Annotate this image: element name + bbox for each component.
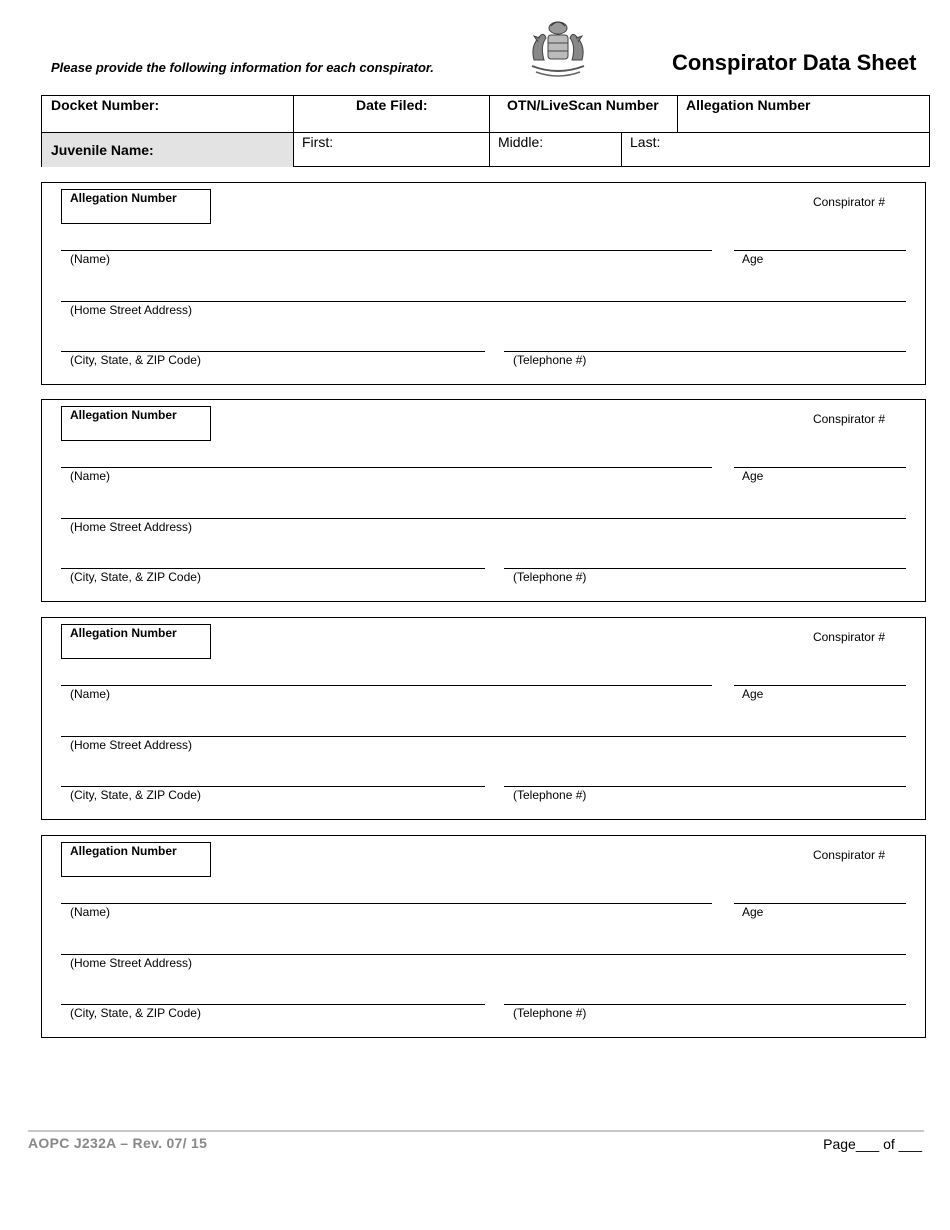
age-line[interactable] xyxy=(734,467,906,468)
conspirator-section xyxy=(41,182,926,385)
juvenile-name-label: Juvenile Name: xyxy=(51,142,154,158)
allegation-number-box[interactable] xyxy=(61,406,211,441)
city-state-zip-line[interactable] xyxy=(61,786,485,787)
name-line[interactable] xyxy=(61,250,712,251)
name-label: (Name) xyxy=(70,687,111,701)
conspirator-section xyxy=(41,835,926,1038)
home-address-label: (Home Street Address) xyxy=(70,303,193,317)
age-line[interactable] xyxy=(734,903,906,904)
name-line[interactable] xyxy=(61,685,712,686)
docket-number-label: Docket Number: xyxy=(51,97,160,113)
city-state-zip-line[interactable] xyxy=(61,1004,485,1005)
home-address-line[interactable] xyxy=(61,518,906,519)
docket-number-field[interactable] xyxy=(42,96,294,132)
name-line[interactable] xyxy=(61,467,712,468)
allegation-number-label: Allegation Number xyxy=(686,97,811,113)
name-label: (Name) xyxy=(70,252,111,266)
case-info-table xyxy=(41,95,930,167)
city-state-zip-line[interactable] xyxy=(61,351,485,352)
date-filed-label: Date Filed: xyxy=(356,97,428,113)
home-address-line[interactable] xyxy=(61,736,906,737)
last-name-field[interactable] xyxy=(622,133,929,167)
age-label: Age xyxy=(742,469,764,483)
telephone-line[interactable] xyxy=(504,786,906,787)
age-line[interactable] xyxy=(734,685,906,686)
age-label: Age xyxy=(742,687,764,701)
date-filed-field[interactable] xyxy=(294,96,490,132)
age-label: Age xyxy=(742,905,764,919)
conspirator-number-label: Conspirator # xyxy=(812,630,885,644)
age-label: Age xyxy=(742,252,764,266)
footer-divider xyxy=(28,1130,924,1132)
page-number: Page___ of ___ xyxy=(823,1136,922,1152)
juvenile-name-row xyxy=(42,133,929,167)
home-address-label: (Home Street Address) xyxy=(70,738,193,752)
otn-livescan-label: OTN/LiveScan Number xyxy=(507,97,659,113)
telephone-label: (Telephone #) xyxy=(513,570,587,584)
first-name-label: First: xyxy=(302,134,334,150)
city-state-zip-label: (City, State, & ZIP Code) xyxy=(70,353,201,367)
conspirator-number-label: Conspirator # xyxy=(812,195,885,209)
allegation-number-field[interactable] xyxy=(678,96,929,132)
conspirator-number-label: Conspirator # xyxy=(812,848,885,862)
otn-livescan-field[interactable] xyxy=(490,96,678,132)
telephone-label: (Telephone #) xyxy=(513,1006,587,1020)
pennsylvania-coat-of-arms-icon xyxy=(524,18,592,78)
first-name-field[interactable] xyxy=(294,133,490,167)
form-code: AOPC J232A – Rev. 07/ 15 xyxy=(28,1135,208,1151)
telephone-line[interactable] xyxy=(504,568,906,569)
juvenile-name-header xyxy=(42,133,294,167)
age-line[interactable] xyxy=(734,250,906,251)
middle-name-field[interactable] xyxy=(490,133,622,167)
telephone-label: (Telephone #) xyxy=(513,788,587,802)
city-state-zip-label: (City, State, & ZIP Code) xyxy=(70,788,201,802)
allegation-number-label: Allegation Number xyxy=(70,626,177,640)
allegation-number-label: Allegation Number xyxy=(70,191,177,205)
allegation-number-box[interactable] xyxy=(61,189,211,224)
home-address-line[interactable] xyxy=(61,954,906,955)
allegation-number-box[interactable] xyxy=(61,842,211,877)
telephone-line[interactable] xyxy=(504,1004,906,1005)
name-label: (Name) xyxy=(70,469,111,483)
telephone-line[interactable] xyxy=(504,351,906,352)
city-state-zip-label: (City, State, & ZIP Code) xyxy=(70,1006,201,1020)
name-label: (Name) xyxy=(70,905,111,919)
allegation-number-box[interactable] xyxy=(61,624,211,659)
instruction-text: Please provide the following information for each conspirator. xyxy=(51,60,434,75)
page-title: Conspirator Data Sheet xyxy=(672,50,917,75)
last-name-label: Last: xyxy=(630,134,661,150)
conspirator-section xyxy=(41,617,926,820)
city-state-zip-line[interactable] xyxy=(61,568,485,569)
conspirator-section xyxy=(41,399,926,602)
conspirator-number-label: Conspirator # xyxy=(812,412,885,426)
home-address-label: (Home Street Address) xyxy=(70,956,193,970)
allegation-number-label: Allegation Number xyxy=(70,844,177,858)
telephone-label: (Telephone #) xyxy=(513,353,587,367)
allegation-number-label: Allegation Number xyxy=(70,408,177,422)
case-info-row xyxy=(42,96,929,133)
name-line[interactable] xyxy=(61,903,712,904)
middle-name-label: Middle: xyxy=(498,134,544,150)
home-address-line[interactable] xyxy=(61,301,906,302)
home-address-label: (Home Street Address) xyxy=(70,520,193,534)
city-state-zip-label: (City, State, & ZIP Code) xyxy=(70,570,201,584)
